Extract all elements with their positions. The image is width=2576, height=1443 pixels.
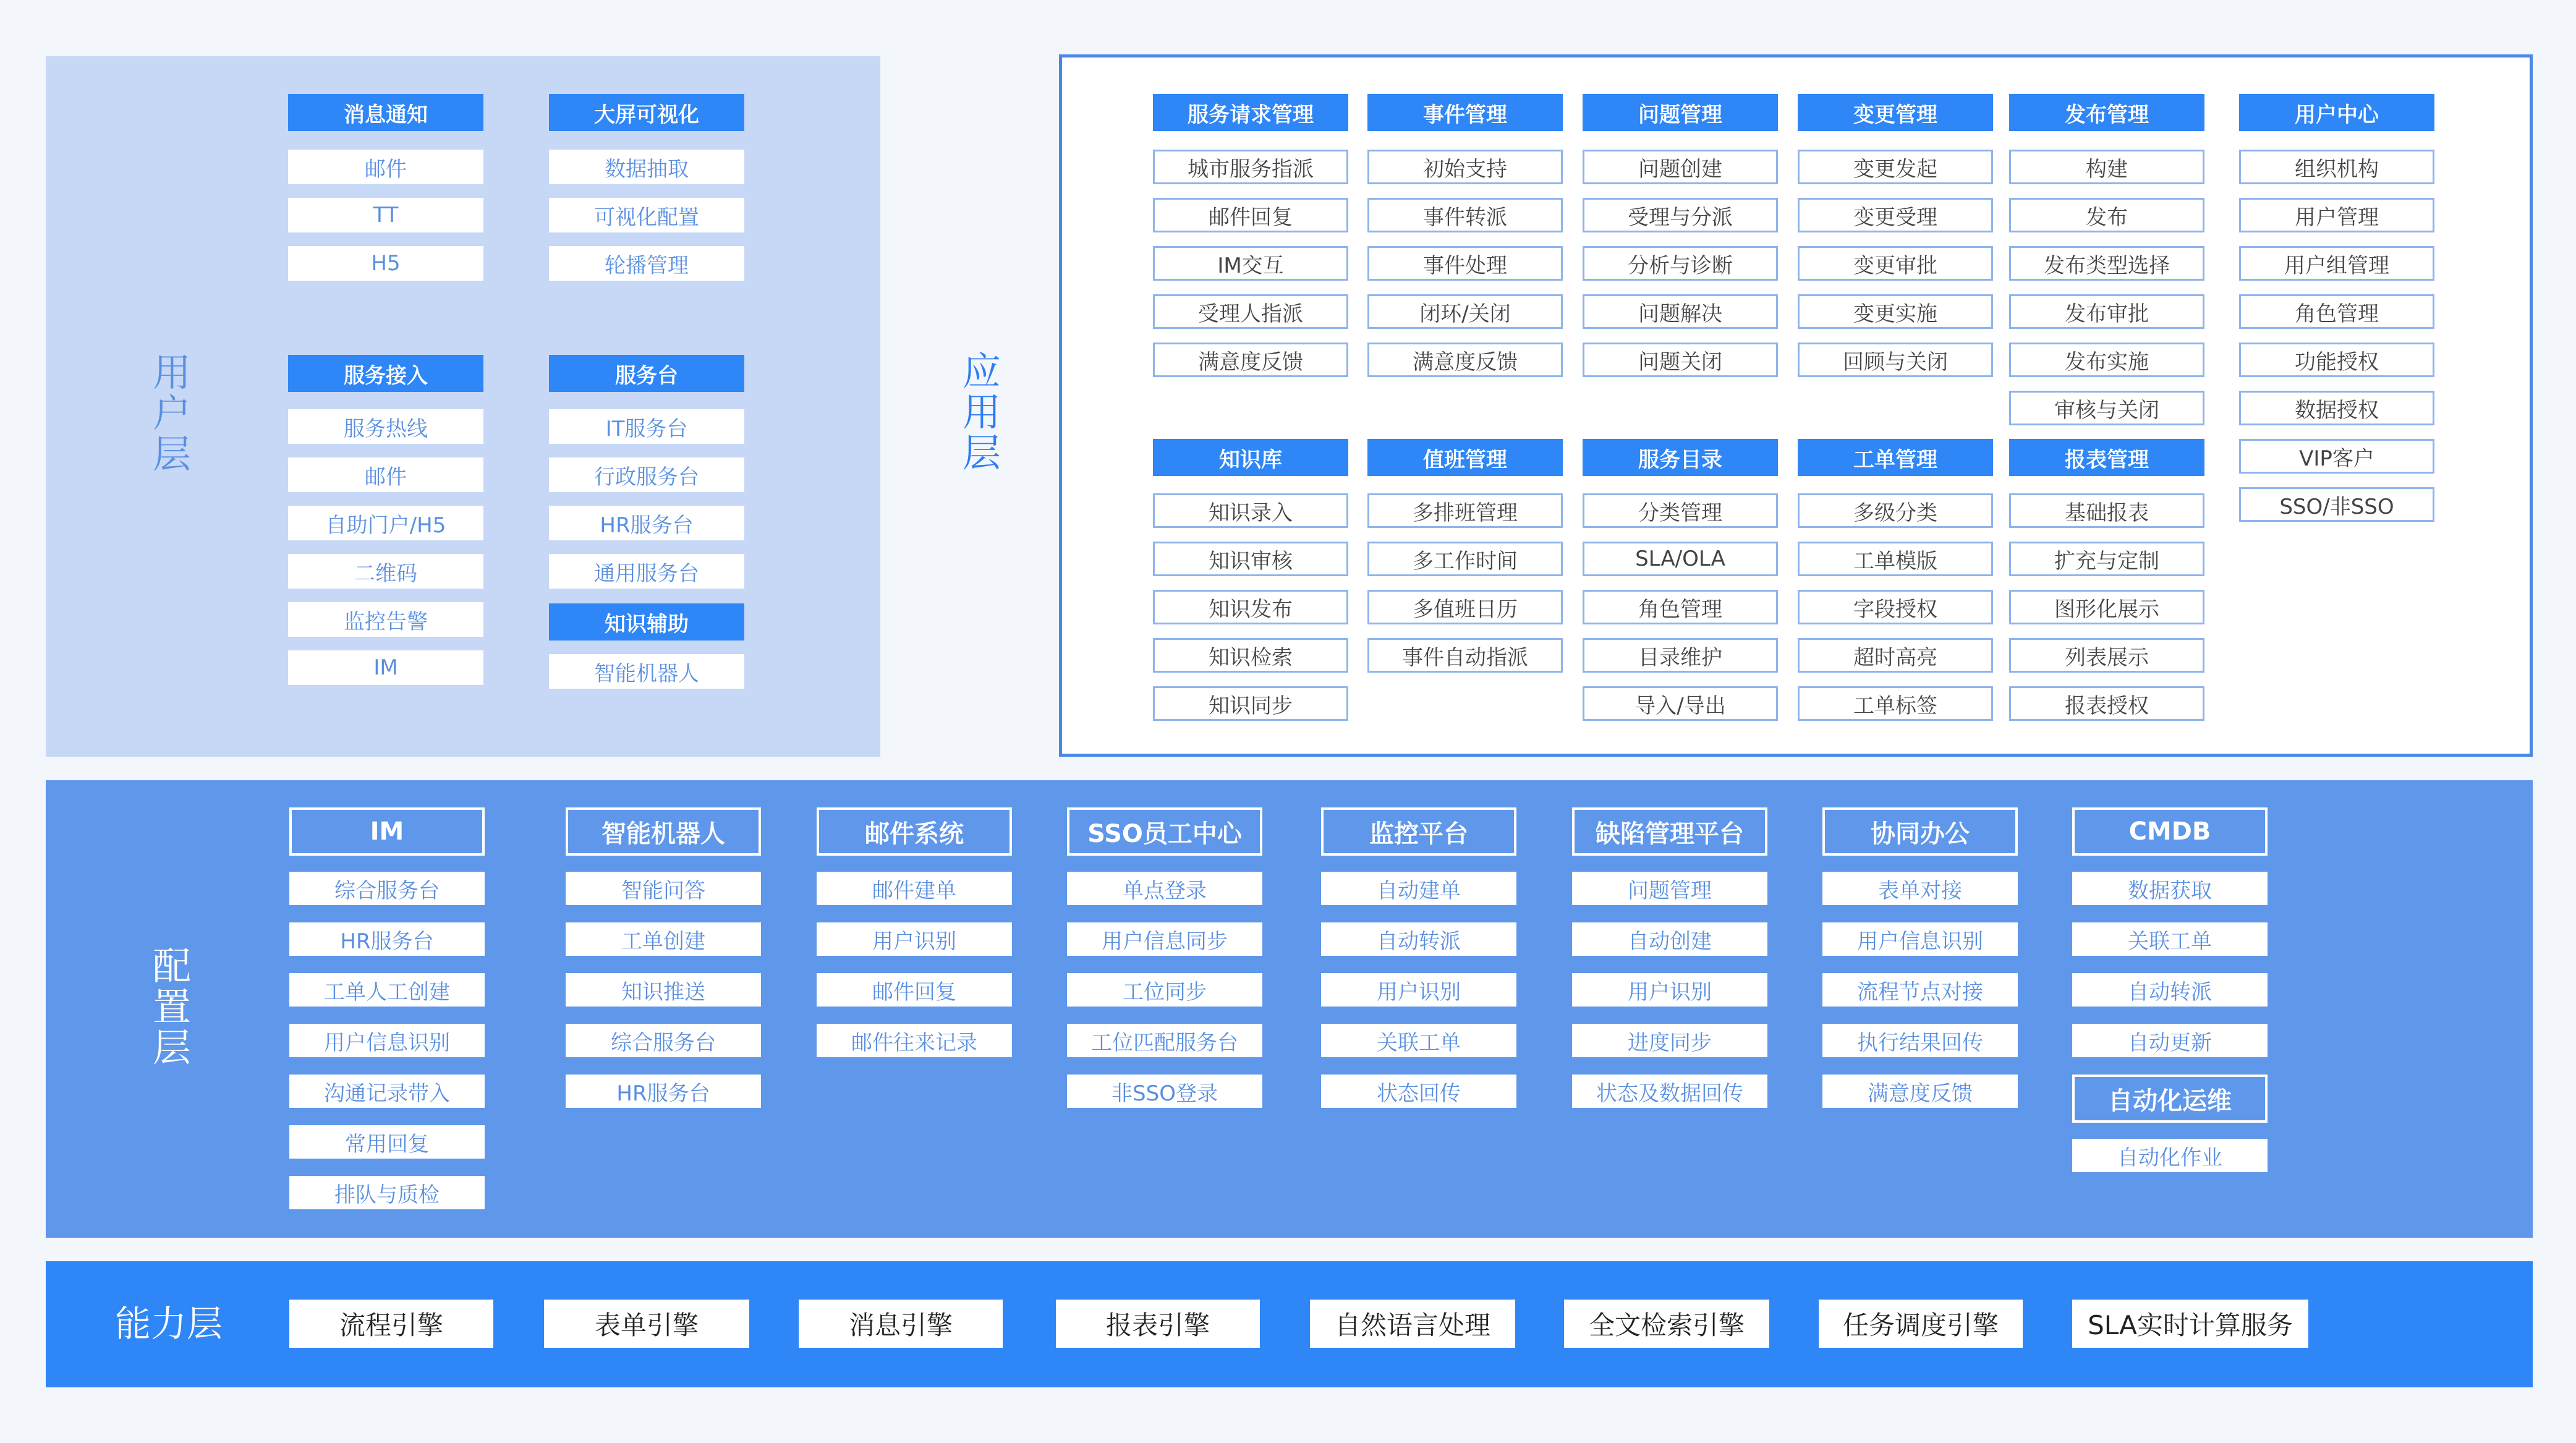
config-item: 非SSO登录 <box>1067 1075 1262 1108</box>
app-item: 知识同步 <box>1153 686 1348 721</box>
app-item: 组织机构 <box>2239 150 2434 184</box>
app-item: 多排班管理 <box>1367 493 1563 528</box>
capability-item: 全文检索引擎 <box>1564 1300 1769 1348</box>
user-group-header: 大屏可视化 <box>549 94 744 131</box>
config-item: 自动建单 <box>1321 872 1516 905</box>
user-item: 邮件 <box>288 150 483 184</box>
config-item: 数据获取 <box>2072 872 2268 905</box>
config-item: 用户识别 <box>1572 973 1767 1007</box>
config-item: 自动化作业 <box>2072 1139 2268 1172</box>
config-group-header: 缺陷管理平台 <box>1572 807 1767 856</box>
app-group-header: 值班管理 <box>1367 439 1563 476</box>
app-item: 工单标签 <box>1798 686 1993 721</box>
user-item: 二维码 <box>288 554 483 589</box>
user-group-header: 知识辅助 <box>549 603 744 641</box>
user-item: 数据抽取 <box>549 150 744 184</box>
app-item: 列表展示 <box>2009 638 2204 673</box>
app-item: 超时高亮 <box>1798 638 1993 673</box>
app-item: 闭环/关闭 <box>1367 294 1563 329</box>
user-item: 可视化配置 <box>549 198 744 232</box>
app-item: 问题解决 <box>1583 294 1778 329</box>
capability-item: 自然语言处理 <box>1310 1300 1515 1348</box>
config-group-header: SSO员工中心 <box>1067 807 1262 856</box>
config-item: 自动转派 <box>2072 973 2268 1007</box>
app-group-header: 事件管理 <box>1367 94 1563 131</box>
user-group-header: 消息通知 <box>288 94 483 131</box>
user-item: 邮件 <box>288 458 483 492</box>
config-item: 满意度反馈 <box>1822 1075 2018 1108</box>
config-layer-title: 配 置 层 <box>152 943 191 1070</box>
config-item: 工位同步 <box>1067 973 1262 1007</box>
app-item: 多工作时间 <box>1367 542 1563 576</box>
app-item: VIP客户 <box>2239 439 2434 474</box>
config-item: 排队与质检 <box>289 1176 485 1209</box>
config-group-header: 邮件系统 <box>817 807 1012 856</box>
app-item: 字段授权 <box>1798 590 1993 624</box>
app-group-header: 变更管理 <box>1798 94 1993 131</box>
app-item: 构建 <box>2009 150 2204 184</box>
app-item: 事件自动指派 <box>1367 638 1563 673</box>
app-item: 发布实施 <box>2009 343 2204 377</box>
app-item: 功能授权 <box>2239 343 2434 377</box>
config-item: 进度同步 <box>1572 1024 1767 1057</box>
config-item: 工位匹配服务台 <box>1067 1024 1262 1057</box>
config-item: 自动转派 <box>1321 922 1516 956</box>
app-item: 变更审批 <box>1798 246 1993 281</box>
app-item: 知识检索 <box>1153 638 1348 673</box>
app-item: 初始支持 <box>1367 150 1563 184</box>
app-item: 满意度反馈 <box>1153 343 1348 377</box>
app-item: 工单模版 <box>1798 542 1993 576</box>
capability-item: 表单引擎 <box>544 1300 749 1348</box>
capability-item: SLA实时计算服务 <box>2072 1300 2308 1348</box>
app-item: 发布审批 <box>2009 294 2204 329</box>
app-group-header: 问题管理 <box>1583 94 1778 131</box>
app-item: 基础报表 <box>2009 493 2204 528</box>
app-item: 满意度反馈 <box>1367 343 1563 377</box>
config-item: 用户识别 <box>817 922 1012 956</box>
config-item: 流程节点对接 <box>1822 973 2018 1007</box>
capability-item: 消息引擎 <box>799 1300 1003 1348</box>
app-item: 分类管理 <box>1583 493 1778 528</box>
config-item: 工单创建 <box>566 922 761 956</box>
app-item: SSO/非SSO <box>2239 487 2434 522</box>
user-item: H5 <box>288 246 483 281</box>
app-item: 问题关闭 <box>1583 343 1778 377</box>
config-item: 用户信息识别 <box>1822 922 2018 956</box>
user-item: HR服务台 <box>549 506 744 540</box>
config-group-header: CMDB <box>2072 807 2268 856</box>
config-item: 用户信息同步 <box>1067 922 1262 956</box>
app-item: 导入/导出 <box>1583 686 1778 721</box>
config-item: 状态回传 <box>1321 1075 1516 1108</box>
app-item: SLA/OLA <box>1583 542 1778 576</box>
config-item: 工单人工创建 <box>289 973 485 1007</box>
config-group-header: 智能机器人 <box>566 807 761 856</box>
user-item: 智能机器人 <box>549 654 744 689</box>
app-item: 城市服务指派 <box>1153 150 1348 184</box>
app-item: 知识发布 <box>1153 590 1348 624</box>
capability-item: 报表引擎 <box>1056 1300 1260 1348</box>
app-item: 用户管理 <box>2239 198 2434 232</box>
user-item: 自助门户/H5 <box>288 506 483 540</box>
user-item: IM <box>288 650 483 685</box>
app-item: 多级分类 <box>1798 493 1993 528</box>
capability-layer-title: 能力层 <box>115 1303 223 1345</box>
app-item: 数据授权 <box>2239 391 2434 425</box>
app-item: 图形化展示 <box>2009 590 2204 624</box>
user-layer-title: 用 户 层 <box>152 350 191 477</box>
config-item: 关联工单 <box>1321 1024 1516 1057</box>
app-item: 事件转派 <box>1367 198 1563 232</box>
app-item: 变更发起 <box>1798 150 1993 184</box>
config-item: HR服务台 <box>566 1075 761 1108</box>
user-item: TT <box>288 198 483 232</box>
app-group-header: 工单管理 <box>1798 439 1993 476</box>
config-item: 综合服务台 <box>566 1024 761 1057</box>
user-group-header: 服务接入 <box>288 355 483 392</box>
app-layer-title: 应 用 层 <box>962 349 1001 475</box>
app-item: 审核与关闭 <box>2009 391 2204 425</box>
app-group-header: 服务目录 <box>1583 439 1778 476</box>
app-item: 多值班日历 <box>1367 590 1563 624</box>
config-item: 常用回复 <box>289 1125 485 1159</box>
config-group-header: IM <box>289 807 485 856</box>
app-item: 发布类型选择 <box>2009 246 2204 281</box>
user-item: 监控告警 <box>288 602 483 637</box>
app-item: 角色管理 <box>1583 590 1778 624</box>
config-item: 自动创建 <box>1572 922 1767 956</box>
app-item: 回顾与关闭 <box>1798 343 1993 377</box>
app-group-header: 发布管理 <box>2009 94 2204 131</box>
app-item: 邮件回复 <box>1153 198 1348 232</box>
app-item: 受理与分派 <box>1583 198 1778 232</box>
config-group-header: 自动化运维 <box>2072 1075 2268 1123</box>
app-item: 事件处理 <box>1367 246 1563 281</box>
app-item: 知识录入 <box>1153 493 1348 528</box>
config-item: 邮件往来记录 <box>817 1024 1012 1057</box>
app-item: 受理人指派 <box>1153 294 1348 329</box>
config-group-header: 协同办公 <box>1822 807 2018 856</box>
config-item: 用户识别 <box>1321 973 1516 1007</box>
config-item: 智能问答 <box>566 872 761 905</box>
app-item: 变更实施 <box>1798 294 1993 329</box>
capability-item: 流程引擎 <box>289 1300 493 1348</box>
app-item: 变更受理 <box>1798 198 1993 232</box>
config-item: HR服务台 <box>289 922 485 956</box>
capability-item: 任务调度引擎 <box>1819 1300 2023 1348</box>
config-item: 单点登录 <box>1067 872 1262 905</box>
config-item: 邮件建单 <box>817 872 1012 905</box>
app-group-header: 知识库 <box>1153 439 1348 476</box>
app-item: 扩充与定制 <box>2009 542 2204 576</box>
app-item: 角色管理 <box>2239 294 2434 329</box>
user-group-header: 服务台 <box>549 355 744 392</box>
config-item: 自动更新 <box>2072 1024 2268 1057</box>
config-item: 执行结果回传 <box>1822 1024 2018 1057</box>
user-item: IT服务台 <box>549 409 744 444</box>
config-item: 关联工单 <box>2072 922 2268 956</box>
config-item: 邮件回复 <box>817 973 1012 1007</box>
config-item: 状态及数据回传 <box>1572 1075 1767 1108</box>
user-item: 通用服务台 <box>549 554 744 589</box>
config-item: 表单对接 <box>1822 872 2018 905</box>
user-item: 行政服务台 <box>549 458 744 492</box>
app-group-header: 服务请求管理 <box>1153 94 1348 131</box>
config-item: 沟通记录带入 <box>289 1075 485 1108</box>
app-item: 目录维护 <box>1583 638 1778 673</box>
app-item: IM交互 <box>1153 246 1348 281</box>
app-item: 问题创建 <box>1583 150 1778 184</box>
app-group-header: 报表管理 <box>2009 439 2204 476</box>
user-item: 轮播管理 <box>549 246 744 281</box>
config-item: 综合服务台 <box>289 872 485 905</box>
app-item: 报表授权 <box>2009 686 2204 721</box>
config-item: 知识推送 <box>566 973 761 1007</box>
config-group-header: 监控平台 <box>1321 807 1516 856</box>
user-item: 服务热线 <box>288 409 483 444</box>
config-item: 用户信息识别 <box>289 1024 485 1057</box>
app-item: 分析与诊断 <box>1583 246 1778 281</box>
app-item: 知识审核 <box>1153 542 1348 576</box>
app-item: 发布 <box>2009 198 2204 232</box>
config-item: 问题管理 <box>1572 872 1767 905</box>
app-item: 用户组管理 <box>2239 246 2434 281</box>
app-group-header: 用户中心 <box>2239 94 2434 131</box>
